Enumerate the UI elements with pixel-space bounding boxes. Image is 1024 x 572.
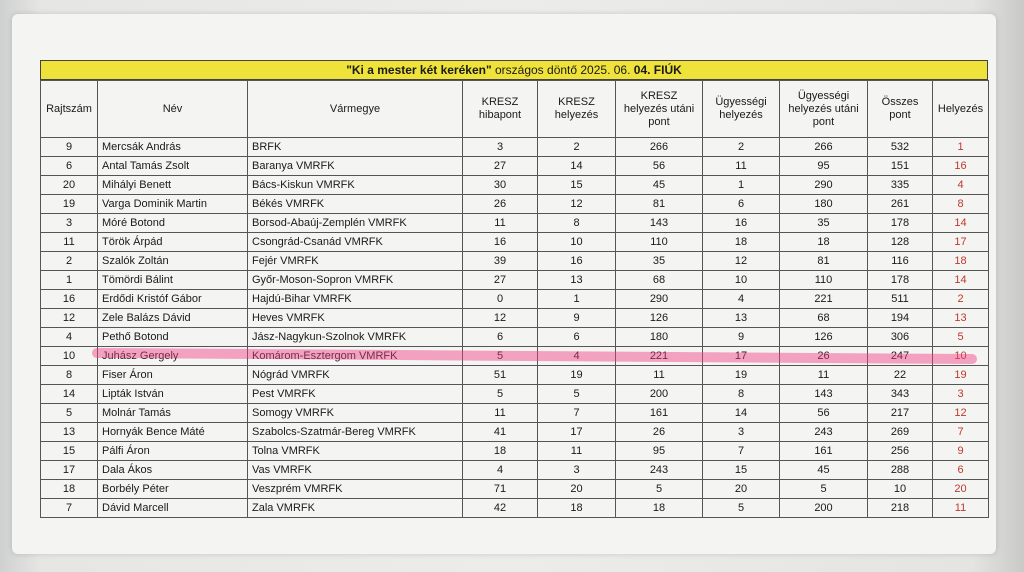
skill-rank-cell: 15 — [703, 461, 780, 480]
skill-points-cell: 95 — [780, 157, 868, 176]
column-header: Ügyességi helyezés — [703, 81, 780, 138]
skill-points-cell: 126 — [780, 328, 868, 347]
start-number-cell: 5 — [41, 404, 98, 423]
county-cell: Pest VMRFK — [248, 385, 463, 404]
kresz-rank-cell: 1 — [538, 290, 616, 309]
skill-rank-cell: 1 — [703, 176, 780, 195]
county-cell: Szabolcs-Szatmár-Bereg VMRFK — [248, 423, 463, 442]
kresz-rank-cell: 17 — [538, 423, 616, 442]
start-number-cell: 2 — [41, 252, 98, 271]
column-header: KRESZ helyezés — [538, 81, 616, 138]
kresz-penalty-cell: 11 — [463, 404, 538, 423]
kresz-points-cell: 143 — [616, 214, 703, 233]
total-points-cell: 218 — [868, 499, 933, 518]
total-points-cell: 247 — [868, 347, 933, 366]
kresz-penalty-cell: 39 — [463, 252, 538, 271]
start-number-cell: 7 — [41, 499, 98, 518]
start-number-cell: 1 — [41, 271, 98, 290]
skill-points-cell: 45 — [780, 461, 868, 480]
start-number-cell: 3 — [41, 214, 98, 233]
county-cell: Veszprém VMRFK — [248, 480, 463, 499]
table-row — [41, 385, 989, 404]
name-cell: Pethő Botond — [98, 328, 248, 347]
name-cell: Varga Dominik Martin — [98, 195, 248, 214]
table-row — [41, 138, 989, 157]
kresz-rank-cell: 18 — [538, 499, 616, 518]
kresz-rank-cell: 4 — [538, 347, 616, 366]
table-title — [40, 60, 988, 80]
name-cell: Szalók Zoltán — [98, 252, 248, 271]
start-number-cell: 9 — [41, 138, 98, 157]
column-header: KRESZ hibapont — [463, 81, 538, 138]
final-rank-cell: 14 — [933, 271, 989, 290]
header-row — [41, 81, 989, 138]
column-header: Összes pont — [868, 81, 933, 138]
total-points-cell: 128 — [868, 233, 933, 252]
table-row — [41, 214, 989, 233]
kresz-rank-cell: 6 — [538, 328, 616, 347]
kresz-rank-cell: 15 — [538, 176, 616, 195]
kresz-points-cell: 126 — [616, 309, 703, 328]
skill-rank-cell: 19 — [703, 366, 780, 385]
final-rank-cell: 16 — [933, 157, 989, 176]
table-row — [41, 271, 989, 290]
column-header: Helyezés — [933, 81, 989, 138]
county-cell: Békés VMRFK — [248, 195, 463, 214]
kresz-points-cell: 266 — [616, 138, 703, 157]
title-mid: országos döntő 2025. 06. — [491, 63, 634, 77]
county-cell: Nógrád VMRFK — [248, 366, 463, 385]
total-points-cell: 335 — [868, 176, 933, 195]
title-quoted: "Ki a mester két keréken" — [346, 63, 492, 77]
table-row — [41, 442, 989, 461]
skill-rank-cell: 10 — [703, 271, 780, 290]
skill-rank-cell: 13 — [703, 309, 780, 328]
kresz-points-cell: 35 — [616, 252, 703, 271]
total-points-cell: 116 — [868, 252, 933, 271]
column-header: Vármegye — [248, 81, 463, 138]
total-points-cell: 288 — [868, 461, 933, 480]
title-group: FIÚK — [650, 63, 682, 77]
skill-rank-cell: 7 — [703, 442, 780, 461]
final-rank-cell: 11 — [933, 499, 989, 518]
total-points-cell: 178 — [868, 214, 933, 233]
total-points-cell: 217 — [868, 404, 933, 423]
skill-points-cell: 5 — [780, 480, 868, 499]
county-cell: Jász-Nagykun-Szolnok VMRFK — [248, 328, 463, 347]
kresz-penalty-cell: 11 — [463, 214, 538, 233]
table-row — [41, 480, 989, 499]
table-body — [41, 138, 989, 518]
kresz-points-cell: 5 — [616, 480, 703, 499]
name-cell: Juhász Gergely — [98, 347, 248, 366]
county-cell: Baranya VMRFK — [248, 157, 463, 176]
column-header: Név — [98, 81, 248, 138]
county-cell: Győr-Moson-Sopron VMRFK — [248, 271, 463, 290]
kresz-points-cell: 26 — [616, 423, 703, 442]
name-cell: Zele Balázs Dávid — [98, 309, 248, 328]
county-cell: Fejér VMRFK — [248, 252, 463, 271]
skill-points-cell: 26 — [780, 347, 868, 366]
kresz-penalty-cell: 4 — [463, 461, 538, 480]
name-cell: Mercsák András — [98, 138, 248, 157]
final-rank-cell: 9 — [933, 442, 989, 461]
table-row — [41, 423, 989, 442]
skill-rank-cell: 4 — [703, 290, 780, 309]
table-row — [41, 499, 989, 518]
name-cell: Lipták István — [98, 385, 248, 404]
column-header: Ügyességi helyezés utáni pont — [780, 81, 868, 138]
kresz-penalty-cell: 5 — [463, 347, 538, 366]
skill-rank-cell: 14 — [703, 404, 780, 423]
skill-points-cell: 110 — [780, 271, 868, 290]
skill-points-cell: 68 — [780, 309, 868, 328]
kresz-penalty-cell: 51 — [463, 366, 538, 385]
kresz-penalty-cell: 42 — [463, 499, 538, 518]
kresz-rank-cell: 9 — [538, 309, 616, 328]
table-row — [41, 290, 989, 309]
start-number-cell: 11 — [41, 233, 98, 252]
name-cell: Antal Tamás Zsolt — [98, 157, 248, 176]
kresz-points-cell: 290 — [616, 290, 703, 309]
final-rank-cell: 5 — [933, 328, 989, 347]
kresz-penalty-cell: 18 — [463, 442, 538, 461]
skill-points-cell: 81 — [780, 252, 868, 271]
skill-points-cell: 243 — [780, 423, 868, 442]
final-rank-cell: 6 — [933, 461, 989, 480]
table-row — [41, 252, 989, 271]
final-rank-cell: 8 — [933, 195, 989, 214]
final-rank-cell: 10 — [933, 347, 989, 366]
start-number-cell: 16 — [41, 290, 98, 309]
kresz-points-cell: 110 — [616, 233, 703, 252]
skill-rank-cell: 5 — [703, 499, 780, 518]
skill-points-cell: 266 — [780, 138, 868, 157]
start-number-cell: 20 — [41, 176, 98, 195]
name-cell: Dávid Marcell — [98, 499, 248, 518]
total-points-cell: 532 — [868, 138, 933, 157]
start-number-cell: 8 — [41, 366, 98, 385]
county-cell: Zala VMRFK — [248, 499, 463, 518]
final-rank-cell: 1 — [933, 138, 989, 157]
total-points-cell: 306 — [868, 328, 933, 347]
skill-points-cell: 221 — [780, 290, 868, 309]
start-number-cell: 17 — [41, 461, 98, 480]
start-number-cell: 13 — [41, 423, 98, 442]
total-points-cell: 269 — [868, 423, 933, 442]
county-cell: Bács-Kiskun VMRFK — [248, 176, 463, 195]
table-row — [41, 176, 989, 195]
kresz-penalty-cell: 30 — [463, 176, 538, 195]
county-cell: Heves VMRFK — [248, 309, 463, 328]
skill-points-cell: 35 — [780, 214, 868, 233]
final-rank-cell: 3 — [933, 385, 989, 404]
kresz-points-cell: 18 — [616, 499, 703, 518]
total-points-cell: 511 — [868, 290, 933, 309]
kresz-points-cell: 161 — [616, 404, 703, 423]
kresz-points-cell: 11 — [616, 366, 703, 385]
skill-rank-cell: 16 — [703, 214, 780, 233]
results-table — [40, 80, 989, 518]
kresz-rank-cell: 3 — [538, 461, 616, 480]
final-rank-cell: 19 — [933, 366, 989, 385]
name-cell: Mihályi Benett — [98, 176, 248, 195]
kresz-points-cell: 200 — [616, 385, 703, 404]
kresz-penalty-cell: 27 — [463, 157, 538, 176]
total-points-cell: 194 — [868, 309, 933, 328]
kresz-penalty-cell: 41 — [463, 423, 538, 442]
table-row — [41, 461, 989, 480]
kresz-rank-cell: 13 — [538, 271, 616, 290]
kresz-penalty-cell: 12 — [463, 309, 538, 328]
skill-points-cell: 180 — [780, 195, 868, 214]
skill-points-cell: 18 — [780, 233, 868, 252]
final-rank-cell: 18 — [933, 252, 989, 271]
skill-points-cell: 200 — [780, 499, 868, 518]
kresz-points-cell: 180 — [616, 328, 703, 347]
kresz-rank-cell: 16 — [538, 252, 616, 271]
table-row — [41, 347, 989, 366]
total-points-cell: 343 — [868, 385, 933, 404]
table-row — [41, 233, 989, 252]
final-rank-cell: 17 — [933, 233, 989, 252]
final-rank-cell: 12 — [933, 404, 989, 423]
county-cell: Borsod-Abaúj-Zemplén VMRFK — [248, 214, 463, 233]
total-points-cell: 256 — [868, 442, 933, 461]
table-row — [41, 366, 989, 385]
start-number-cell: 15 — [41, 442, 98, 461]
final-rank-cell: 4 — [933, 176, 989, 195]
total-points-cell: 178 — [868, 271, 933, 290]
skill-rank-cell: 9 — [703, 328, 780, 347]
kresz-penalty-cell: 0 — [463, 290, 538, 309]
kresz-rank-cell: 14 — [538, 157, 616, 176]
table-row — [41, 195, 989, 214]
kresz-rank-cell: 19 — [538, 366, 616, 385]
name-cell: Pálfi Áron — [98, 442, 248, 461]
kresz-rank-cell: 11 — [538, 442, 616, 461]
start-number-cell: 12 — [41, 309, 98, 328]
skill-rank-cell: 8 — [703, 385, 780, 404]
kresz-penalty-cell: 5 — [463, 385, 538, 404]
start-number-cell: 18 — [41, 480, 98, 499]
county-cell: Csongrád-Csanád VMRFK — [248, 233, 463, 252]
kresz-penalty-cell: 26 — [463, 195, 538, 214]
kresz-penalty-cell: 16 — [463, 233, 538, 252]
final-rank-cell: 2 — [933, 290, 989, 309]
kresz-penalty-cell: 3 — [463, 138, 538, 157]
skill-rank-cell: 3 — [703, 423, 780, 442]
skill-points-cell: 11 — [780, 366, 868, 385]
table-row — [41, 157, 989, 176]
table-row — [41, 328, 989, 347]
start-number-cell: 10 — [41, 347, 98, 366]
county-cell: Komárom-Esztergom VMRFK — [248, 347, 463, 366]
start-number-cell: 19 — [41, 195, 98, 214]
kresz-penalty-cell: 27 — [463, 271, 538, 290]
final-rank-cell: 13 — [933, 309, 989, 328]
kresz-rank-cell: 12 — [538, 195, 616, 214]
kresz-rank-cell: 8 — [538, 214, 616, 233]
total-points-cell: 10 — [868, 480, 933, 499]
name-cell: Erdődi Kristóf Gábor — [98, 290, 248, 309]
name-cell: Török Árpád — [98, 233, 248, 252]
table-row — [41, 309, 989, 328]
name-cell: Molnár Tamás — [98, 404, 248, 423]
kresz-points-cell: 56 — [616, 157, 703, 176]
kresz-rank-cell: 2 — [538, 138, 616, 157]
kresz-penalty-cell: 71 — [463, 480, 538, 499]
kresz-points-cell: 45 — [616, 176, 703, 195]
kresz-points-cell: 68 — [616, 271, 703, 290]
skill-points-cell: 56 — [780, 404, 868, 423]
county-cell: Somogy VMRFK — [248, 404, 463, 423]
start-number-cell: 4 — [41, 328, 98, 347]
skill-rank-cell: 11 — [703, 157, 780, 176]
name-cell: Borbély Péter — [98, 480, 248, 499]
kresz-points-cell: 95 — [616, 442, 703, 461]
skill-rank-cell: 20 — [703, 480, 780, 499]
county-cell: BRFK — [248, 138, 463, 157]
title-day: 04. — [633, 63, 651, 77]
kresz-points-cell: 221 — [616, 347, 703, 366]
name-cell: Dala Ákos — [98, 461, 248, 480]
county-cell: Vas VMRFK — [248, 461, 463, 480]
kresz-rank-cell: 5 — [538, 385, 616, 404]
total-points-cell: 151 — [868, 157, 933, 176]
final-rank-cell: 20 — [933, 480, 989, 499]
start-number-cell: 14 — [41, 385, 98, 404]
start-number-cell: 6 — [41, 157, 98, 176]
total-points-cell: 22 — [868, 366, 933, 385]
skill-points-cell: 143 — [780, 385, 868, 404]
skill-points-cell: 290 — [780, 176, 868, 195]
skill-rank-cell: 6 — [703, 195, 780, 214]
final-rank-cell: 14 — [933, 214, 989, 233]
county-cell: Tolna VMRFK — [248, 442, 463, 461]
name-cell: Fiser Áron — [98, 366, 248, 385]
total-points-cell: 261 — [868, 195, 933, 214]
kresz-penalty-cell: 6 — [463, 328, 538, 347]
skill-rank-cell: 18 — [703, 233, 780, 252]
kresz-rank-cell: 20 — [538, 480, 616, 499]
kresz-points-cell: 81 — [616, 195, 703, 214]
skill-rank-cell: 17 — [703, 347, 780, 366]
column-header: KRESZ helyezés utáni pont — [616, 81, 703, 138]
skill-rank-cell: 2 — [703, 138, 780, 157]
skill-points-cell: 161 — [780, 442, 868, 461]
kresz-points-cell: 243 — [616, 461, 703, 480]
kresz-rank-cell: 7 — [538, 404, 616, 423]
name-cell: Móré Botond — [98, 214, 248, 233]
final-rank-cell: 7 — [933, 423, 989, 442]
table-row — [41, 404, 989, 423]
skill-rank-cell: 12 — [703, 252, 780, 271]
column-header: Rajtszám — [41, 81, 98, 138]
name-cell: Hornyák Bence Máté — [98, 423, 248, 442]
county-cell: Hajdú-Bihar VMRFK — [248, 290, 463, 309]
kresz-rank-cell: 10 — [538, 233, 616, 252]
name-cell: Tömördi Bálint — [98, 271, 248, 290]
